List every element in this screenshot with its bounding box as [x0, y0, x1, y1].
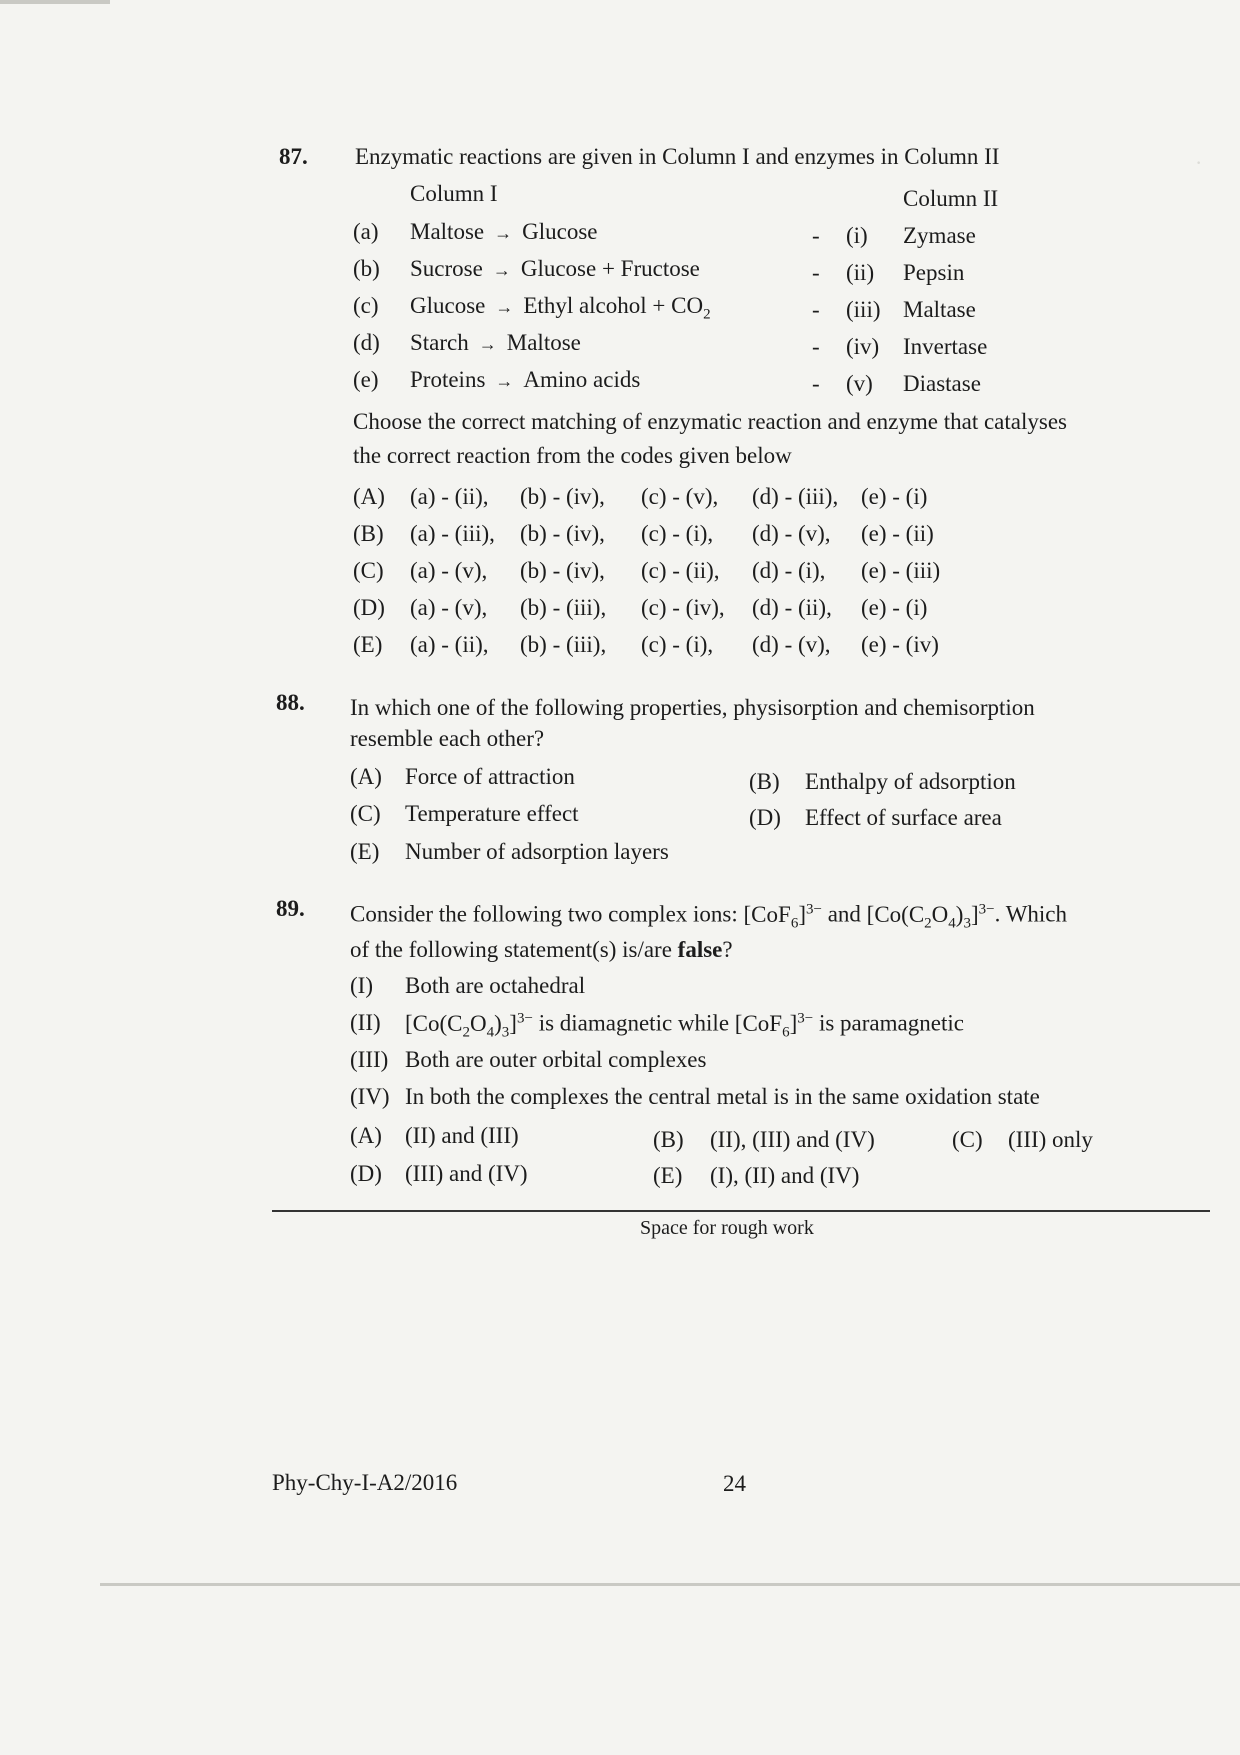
question-number: 89.	[276, 896, 305, 921]
instruction-line: the correct reaction from the codes given below	[353, 443, 792, 468]
reactant: Starch	[410, 330, 469, 355]
option-part: (d) - (iii),	[752, 484, 839, 509]
option-label: (E)	[350, 839, 380, 864]
option-part: (a) - (ii),	[410, 632, 489, 657]
option-label: (A)	[350, 764, 382, 789]
reaction	[410, 367, 640, 393]
product: Amino acids	[523, 367, 641, 392]
enzyme: Pepsin	[903, 260, 965, 285]
option-part: (c) - (v),	[641, 484, 719, 509]
option-text: (I), (II) and (IV)	[710, 1163, 860, 1188]
option-part: (b) - (iii),	[520, 595, 607, 620]
stem-text: of the following statement(s) is/are	[350, 937, 672, 962]
option-part: (e) - (iv)	[861, 632, 939, 657]
row-label: (b)	[353, 256, 380, 281]
dash: -	[812, 260, 820, 285]
arrow-icon: →	[478, 334, 497, 354]
scan-edge	[100, 1583, 1240, 1586]
enzyme-label: (i)	[846, 223, 868, 248]
option-part: (b) - (iii),	[520, 632, 607, 657]
statement-text: Both are octahedral	[405, 973, 586, 998]
option-part: (a) - (iii),	[410, 521, 495, 546]
subscript: 2	[703, 306, 711, 323]
enzyme-label: (iv)	[846, 334, 880, 359]
enzyme-label: (ii)	[846, 260, 875, 285]
question-stem	[350, 901, 1067, 932]
option-part: (e) - (i)	[861, 484, 928, 509]
row-label: (d)	[353, 330, 380, 355]
question-number: 87.	[279, 144, 308, 169]
option-part: (d) - (ii),	[752, 595, 832, 620]
statement-text: is paramagnetic	[818, 1010, 964, 1036]
option-part: (a) - (v),	[410, 595, 488, 620]
statement-label: (I)	[350, 973, 373, 998]
divider	[272, 1210, 1210, 1212]
enzyme: Maltase	[903, 297, 976, 322]
complex-ion-oxalate: $[Co(C_2O_4)_3]^{3-}$	[866, 901, 995, 932]
statement-text	[405, 1010, 964, 1041]
option-part: (a) - (ii),	[410, 484, 489, 509]
option-part: (e) - (ii)	[861, 521, 934, 546]
statement-text: is diamagnetic while	[538, 1010, 730, 1036]
option-label: (C)	[353, 558, 384, 583]
option-label: (C)	[350, 801, 381, 826]
option-text: Number of adsorption layers	[405, 839, 669, 864]
row-label: (e)	[353, 367, 379, 392]
row-label: (c)	[353, 293, 379, 318]
reactant: Proteins	[410, 367, 486, 392]
rough-work-label: Space for rough work	[640, 1217, 814, 1239]
reaction	[410, 293, 711, 324]
stem-text: ?	[722, 937, 733, 962]
question-stem	[350, 937, 733, 963]
enzyme: Zymase	[903, 223, 976, 248]
reactant: Glucose	[410, 293, 486, 318]
reactant: Sucrose	[410, 256, 483, 281]
row-label: (a)	[353, 219, 379, 244]
option-label: (C)	[952, 1127, 983, 1152]
option-label: (B)	[749, 769, 780, 794]
stem-emphasis: false	[677, 937, 723, 962]
statement-label: (IV)	[350, 1084, 390, 1109]
reaction	[410, 330, 581, 356]
dash: -	[812, 371, 820, 396]
option-part: (d) - (i),	[752, 558, 826, 583]
option-label: (E)	[353, 632, 383, 657]
page-number: 24	[723, 1471, 746, 1496]
option-part: (c) - (iv),	[641, 595, 725, 620]
statement-text: Both are outer orbital complexes	[405, 1047, 707, 1072]
option-label: (D)	[353, 595, 385, 620]
question-number: 88.	[276, 690, 305, 715]
option-text: Temperature effect	[405, 801, 579, 826]
question-stem: resemble each other?	[350, 726, 545, 751]
enzyme-label: (iii)	[846, 297, 881, 322]
reactant: Maltose	[410, 219, 485, 244]
reaction	[410, 219, 597, 245]
option-part: (c) - (ii),	[641, 558, 720, 583]
arrow-icon: →	[495, 297, 514, 317]
enzyme: Diastase	[903, 371, 981, 396]
option-text: (II) and (III)	[405, 1123, 519, 1148]
stem-text: Consider the following two complex ions:	[350, 901, 738, 927]
question-stem: In which one of the following properties, physisorption and chemisorption	[350, 695, 1035, 720]
stem-text: . Which	[994, 901, 1068, 927]
arrow-icon: →	[492, 260, 511, 280]
paper-code: Phy-Chy-I-A2/2016	[272, 1470, 458, 1495]
statement-label: (II)	[350, 1010, 381, 1035]
complex-ion-cof6: $[CoF_6]^{3-}$	[734, 1010, 814, 1041]
option-part: (b) - (iv),	[520, 521, 605, 546]
product: Maltose	[506, 330, 581, 355]
option-text: Force of attraction	[405, 764, 575, 789]
product: Glucose + Fructose	[520, 256, 700, 281]
option-part: (e) - (iii)	[861, 558, 941, 583]
complex-ion-cof6: $[CoF_6]^{3-}$	[743, 901, 822, 932]
option-text: (II), (III) and (IV)	[710, 1127, 875, 1152]
question-stem: Enzymatic reactions are given in Column I and enzymes in Column II	[355, 144, 1000, 169]
stem-text: and	[827, 901, 861, 927]
option-part: (e) - (i)	[861, 595, 928, 620]
arrow-icon: →	[494, 223, 513, 243]
column-1-header: Column I	[410, 181, 498, 206]
option-label: (A)	[350, 1123, 382, 1148]
dash: -	[812, 297, 820, 322]
option-label: (E)	[653, 1163, 683, 1188]
dash: -	[812, 223, 820, 248]
instruction-line: Choose the correct matching of enzymatic reaction and enzyme that catalyses	[353, 409, 1067, 434]
statement-text: In both the complexes the central metal is in the same oxidation state	[405, 1084, 1040, 1109]
product: Ethyl alcohol + CO	[523, 293, 704, 318]
option-text: (III) and (IV)	[405, 1161, 528, 1186]
column-2-header: Column II	[903, 186, 999, 211]
enzyme-label: (v)	[846, 371, 873, 396]
complex-ion-oxalate: $[Co(C_2O_4)_3]^{3-}$	[405, 1010, 533, 1041]
statement-label: (III)	[350, 1047, 389, 1072]
bleed-through: ·	[1195, 150, 1203, 175]
reaction	[410, 256, 700, 282]
option-part: (a) - (v),	[410, 558, 488, 583]
option-label: (D)	[350, 1161, 382, 1186]
scan-edge	[0, 0, 110, 4]
option-part: (d) - (v),	[752, 632, 831, 657]
enzyme: Invertase	[903, 334, 988, 359]
arrow-icon: →	[495, 371, 514, 391]
option-text: (III) only	[1008, 1127, 1093, 1152]
option-label: (B)	[653, 1127, 684, 1152]
option-part: (d) - (v),	[752, 521, 831, 546]
dash: -	[812, 334, 820, 359]
option-part: (c) - (i),	[641, 632, 714, 657]
option-part: (b) - (iv),	[520, 484, 605, 509]
option-label: (D)	[749, 805, 781, 830]
option-label: (A)	[353, 484, 385, 509]
option-label: (B)	[353, 521, 384, 546]
option-text: Enthalpy of adsorption	[805, 769, 1016, 794]
product: Glucose	[522, 219, 598, 244]
option-text: Effect of surface area	[805, 805, 1002, 830]
option-part: (c) - (i),	[641, 521, 714, 546]
option-part: (b) - (iv),	[520, 558, 605, 583]
